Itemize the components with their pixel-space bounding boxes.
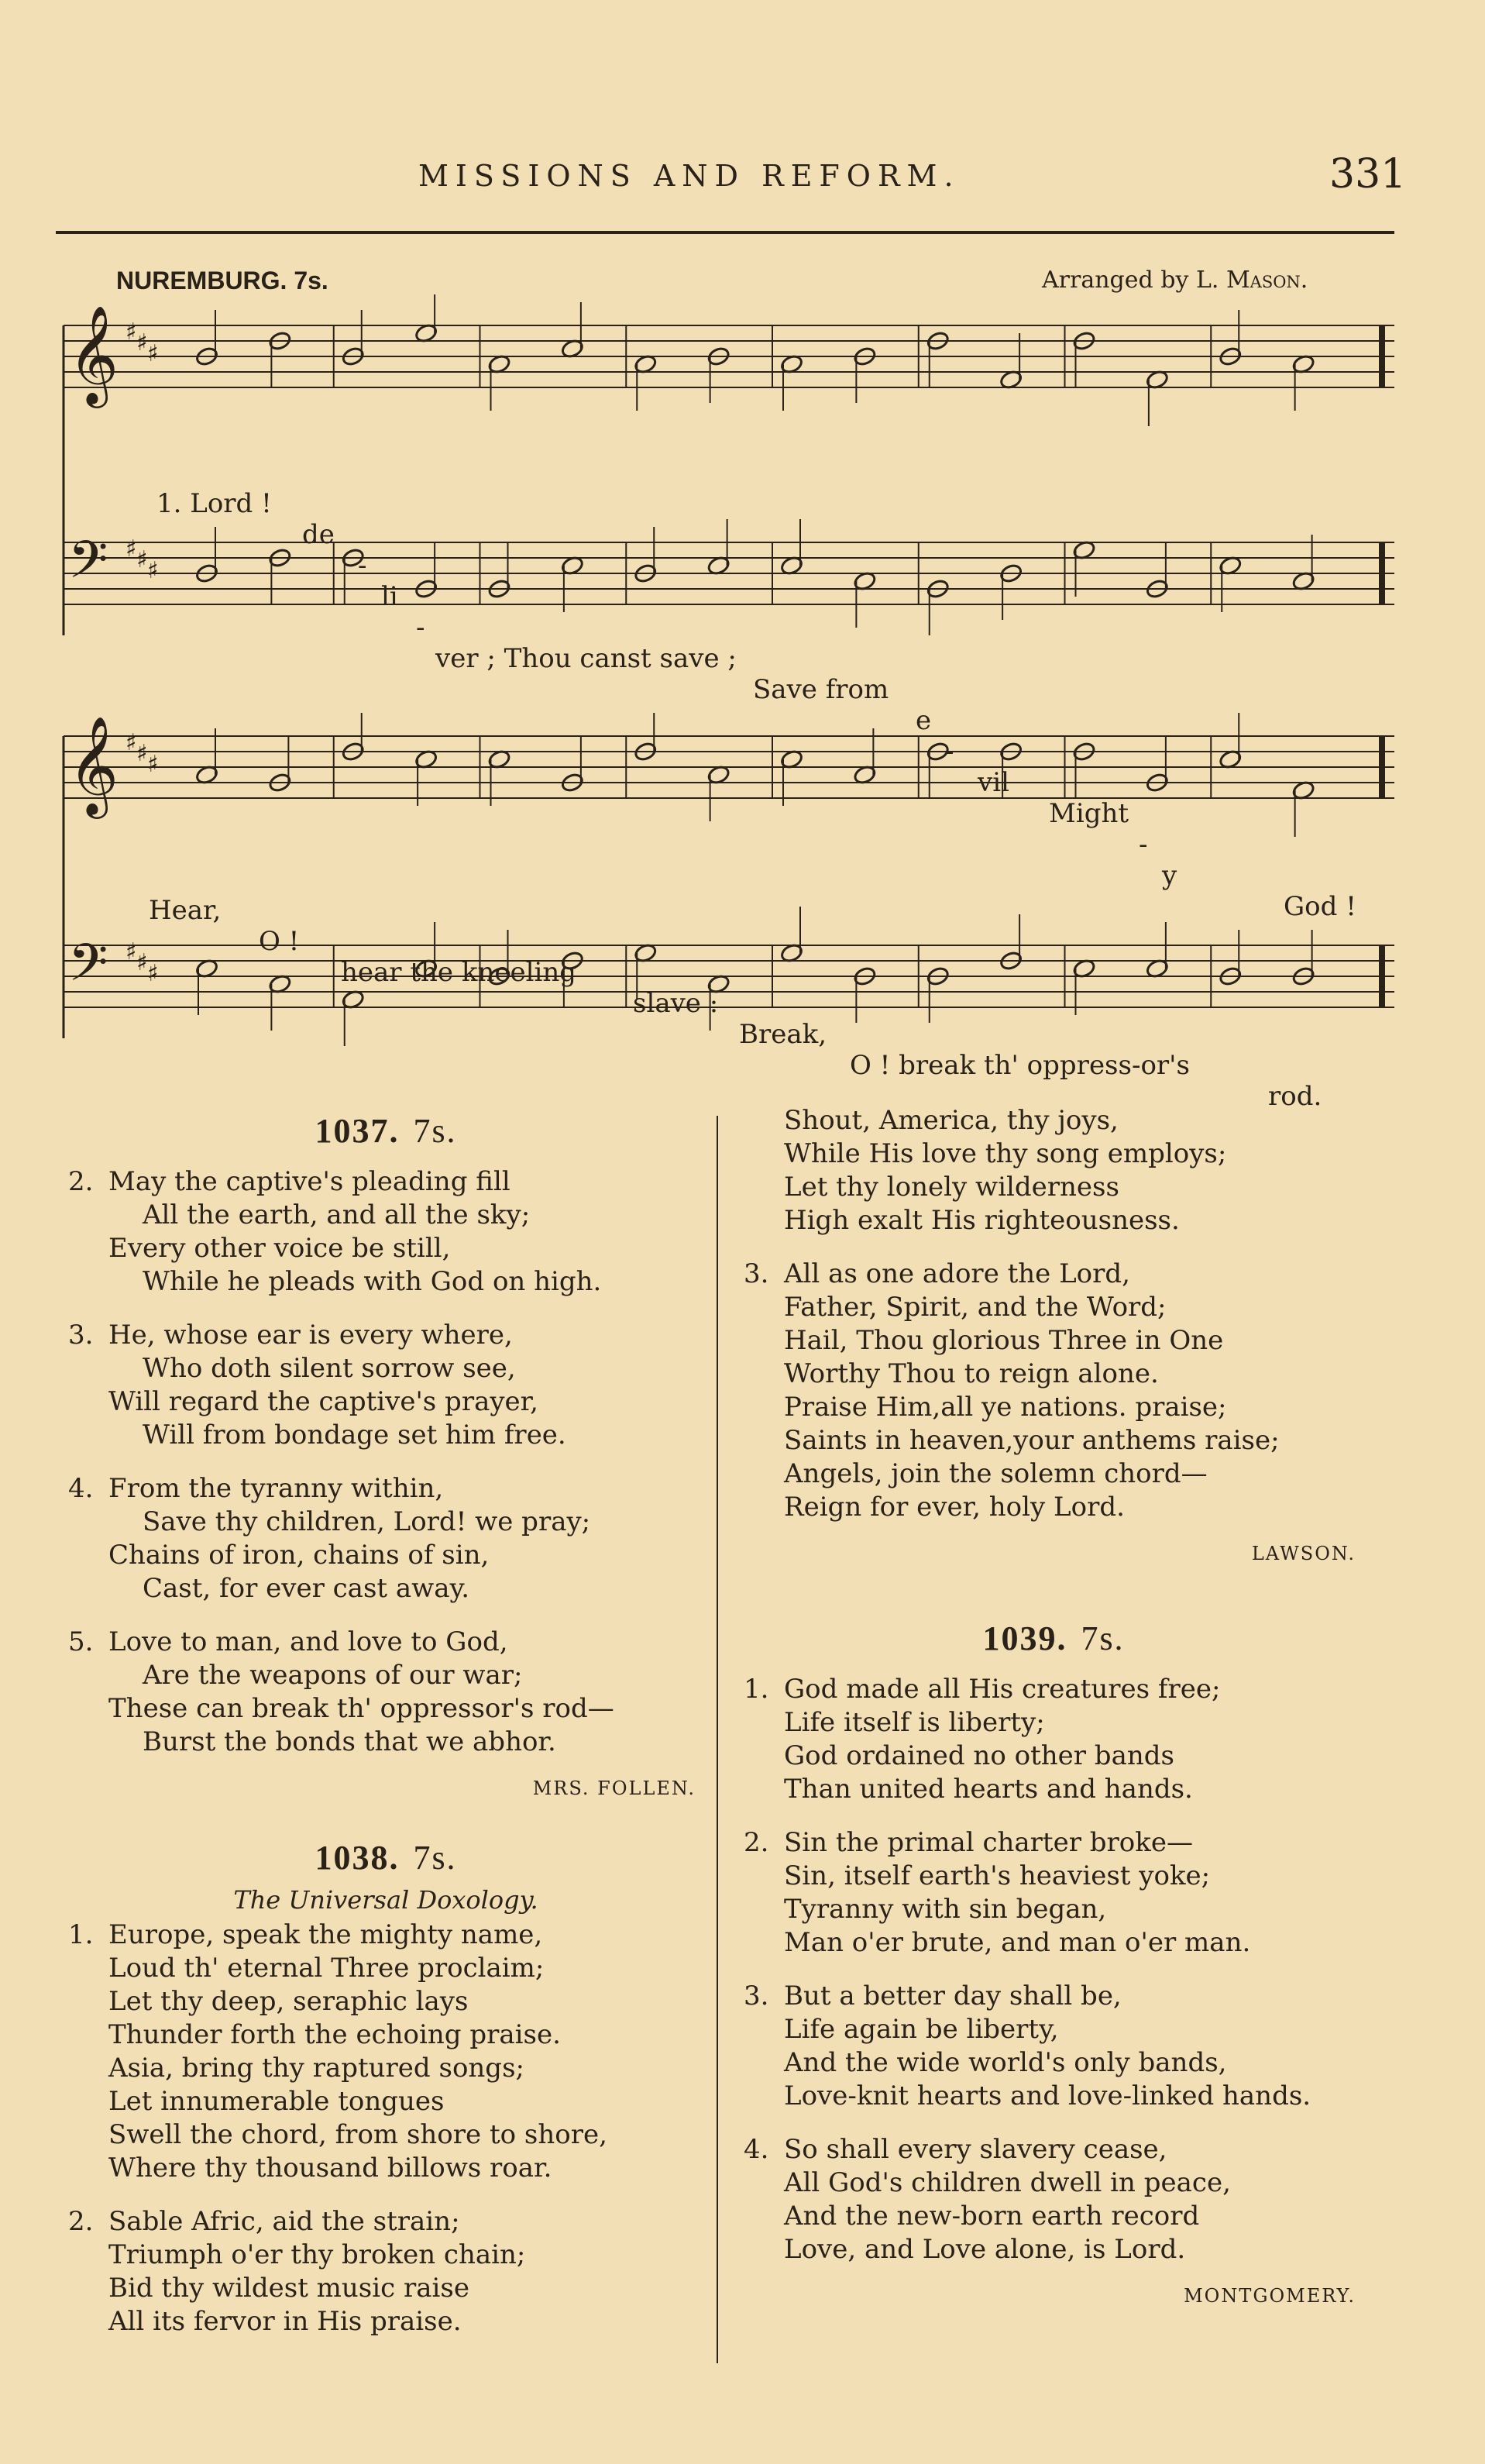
verse-line: Triumph o'er thy broken chain; [108, 2239, 526, 2270]
lyric-syllable: li [381, 581, 398, 612]
lyric-syllable: - [945, 736, 954, 767]
verse-line: Europe, speak the mighty name, [108, 1919, 543, 1950]
verse-line: Life itself is liberty; [784, 1707, 1045, 1738]
verse-line: Are the weapons of our war; [143, 1660, 523, 1691]
treble-clef-icon: 𝄞 [68, 715, 119, 814]
lyric-syllable: Break, [739, 1019, 827, 1050]
stanza-number: 2. [68, 2206, 94, 2237]
stanza-number: 1. [744, 1674, 769, 1705]
verse-line: And the wide world's only bands, [784, 2047, 1227, 2078]
stanza-number: 1. [68, 1919, 94, 1950]
sharp-icon: ♯ [147, 751, 159, 778]
verse-line: Love-knit hearts and love-linked hands. [784, 2080, 1311, 2111]
lyric-syllable: de [302, 519, 335, 550]
stanza-number: 4. [744, 2134, 769, 2165]
verse-line: Love to man, and love to God, [108, 1626, 508, 1657]
verse-line: Will from bondage set him free. [143, 1420, 566, 1451]
sharp-icon: ♯ [125, 729, 137, 756]
lyric-syllable: God ! [1284, 891, 1356, 922]
bass-clef-icon: 𝄢 [68, 530, 108, 602]
verse-line: Reign for ever, holy Lord. [784, 1492, 1125, 1523]
verse-line: Chains of iron, chains of sin, [108, 1540, 490, 1571]
verse-line: Sin, itself earth's heaviest yoke; [784, 1860, 1211, 1891]
verse-line: Save thy children, Lord! we pray; [143, 1506, 591, 1537]
page-number: 331 [1329, 151, 1407, 198]
verse-line: Let innumerable tongues [108, 2086, 445, 2117]
arranger-credit [1042, 267, 1308, 294]
hymn-heading-1037 [68, 1108, 703, 1155]
stanza-number: 2. [744, 1827, 769, 1858]
hymn-subtitle: The Universal Doxology. [233, 1885, 538, 1915]
verse-line: All its fervor in His praise. [108, 2306, 462, 2337]
verse-line: High exalt His righteousness. [784, 1205, 1180, 1236]
sharp-icon: ♯ [136, 740, 148, 767]
arranger-name: Mason. [1225, 267, 1308, 294]
lyric-syllable: O ! [259, 926, 300, 957]
stanza [68, 1165, 703, 1299]
column-divider [717, 1116, 718, 2363]
verse-line: Let thy deep, seraphic lays [108, 1986, 469, 2017]
verse-line: Bid thy wildest music raise [108, 2273, 469, 2304]
sharp-icon: ♯ [125, 938, 137, 965]
lyric-syllable: Might [1049, 798, 1129, 829]
verse-line: Hail, Thou glorious Three in One [784, 1325, 1224, 1356]
lyric-syllable: hear the kneeling [341, 957, 576, 988]
verse-line: Every other voice be still, [108, 1233, 451, 1264]
right-column [744, 1104, 1363, 2342]
stanza [68, 1626, 703, 1759]
stanza-number: 3. [744, 1980, 769, 2011]
verse-line: Tyranny with sin began, [784, 1894, 1107, 1925]
lyric-syllable: slave : [633, 988, 719, 1019]
stanza-number: 5. [68, 1626, 94, 1657]
verse-line: All as one adore the Lord, [784, 1258, 1130, 1289]
verse-line: Man o'er brute, and man o'er man. [784, 1927, 1251, 1958]
verse-line: All God's children dwell in peace, [784, 2167, 1231, 2198]
verse-line: And the new-born earth record [784, 2201, 1200, 2232]
verse-line: Let thy lonely wilderness [784, 1172, 1119, 1203]
verse-line: But a better day shall be, [784, 1980, 1122, 2011]
verse-line: All the earth, and all the sky; [143, 1199, 531, 1230]
stanza [68, 1319, 703, 1452]
verse-line: Father, Spirit, and the Word; [784, 1292, 1167, 1323]
verse-line: Than united hearts and hands. [784, 1774, 1193, 1805]
final-bar-line [1379, 736, 1385, 798]
lyrics-line-2 [56, 864, 1394, 1143]
verse-line: Thunder forth the echoing praise. [108, 2019, 561, 2050]
left-column [68, 1108, 703, 2359]
hymn-meter: 7s. [1081, 1619, 1125, 1657]
lyric-syllable: Save from [753, 674, 889, 705]
verse-line: While he pleads with God on high. [143, 1266, 602, 1297]
verse-line: Praise Him,all ye nations. praise; [784, 1392, 1227, 1423]
tune-name: NUREMBURG. 7s. [116, 267, 328, 294]
bass-clef-icon: 𝄢 [68, 933, 108, 1005]
verse-line: Sable Afric, aid the strain; [108, 2206, 460, 2237]
hymn-author: MRS. FOLLEN. [532, 1777, 696, 1799]
treble-clef-icon: 𝄞 [68, 305, 119, 404]
sharp-icon: ♯ [125, 535, 137, 563]
verse-line: Worthy Thou to reign alone. [784, 1358, 1159, 1389]
verse-line: Who doth silent sorrow see, [143, 1353, 516, 1384]
verse-line: So shall every slavery cease, [784, 2134, 1167, 2165]
verse-line: Swell the chord, from shore to shore, [108, 2119, 607, 2150]
sharp-icon: ♯ [136, 546, 148, 573]
verse-line: May the captive's pleading fill [108, 1166, 510, 1197]
sharp-icon: ♯ [147, 557, 159, 584]
lyric-syllable: vil [978, 767, 1009, 798]
stanza-number: 3. [68, 1320, 94, 1351]
hymn-author: LAWSON. [1251, 1543, 1356, 1564]
running-head: MISSIONS AND REFORM. [418, 159, 961, 193]
hymn-meter: 7s. [413, 1112, 457, 1150]
verse-line: While His love thy song employs; [784, 1138, 1227, 1169]
sharp-icon: ♯ [147, 960, 159, 987]
sharp-icon: ♯ [125, 318, 137, 346]
verse-line: These can break th' oppressor's rod— [108, 1693, 614, 1724]
arranger-prefix: Arranged by L. [1042, 267, 1226, 294]
verse-line: Life again be liberty, [784, 2014, 1059, 2045]
hymn-heading-1038 [68, 1835, 703, 1881]
lyric-syllable: e [916, 705, 932, 736]
verse-line: He, whose ear is every where, [108, 1320, 513, 1351]
verse-line: Cast, for ever cast away. [143, 1573, 470, 1604]
stanza-number: 2. [68, 1166, 94, 1197]
hymn-author: MONTGOMERY. [1184, 2285, 1356, 2307]
stanza [68, 2205, 703, 2338]
lyric-syllable: ver ; Thou canst save ; [435, 643, 737, 674]
verse-line: Loud th' eternal Three proclaim; [108, 1953, 545, 1984]
hymn-number: 1039. [982, 1619, 1067, 1657]
stanza [744, 1826, 1363, 1960]
sharp-icon: ♯ [136, 949, 148, 976]
hymn-heading-1039 [744, 1616, 1363, 1662]
lyric-syllable: - [416, 612, 425, 643]
header-rule [56, 231, 1394, 234]
stanza-continued [744, 1104, 1363, 1237]
stanza [68, 1919, 703, 2185]
hymn-number: 1037. [315, 1112, 400, 1150]
verse-line: From the tyranny within, [108, 1473, 444, 1504]
verse-line: Angels, join the solemn chord— [784, 1458, 1208, 1489]
lyric-syllable: rod. [1268, 1081, 1322, 1112]
sharp-icon: ♯ [147, 340, 159, 367]
lyric-syllable: y [1162, 860, 1177, 891]
verse-line: Shout, America, thy joys, [784, 1105, 1119, 1136]
verse-line: Burst the bonds that we abhor. [143, 1726, 556, 1757]
verse-line: Sin the primal charter broke— [784, 1827, 1193, 1858]
stanza [68, 1472, 703, 1605]
verse-line: Asia, bring thy raptured songs; [108, 2053, 524, 2084]
stanza [744, 1258, 1363, 1524]
lyric-syllable: - [358, 550, 367, 581]
verse-line: Saints in heaven,your anthems raise; [784, 1425, 1280, 1456]
stanza [744, 2133, 1363, 2266]
verse-line: Will regard the captive's prayer, [108, 1386, 538, 1417]
final-bar-line [1379, 325, 1385, 387]
music-system-2 [56, 713, 1394, 1112]
verse-line: Love, and Love alone, is Lord. [784, 2234, 1186, 2265]
lyric-syllable: - [1139, 829, 1148, 860]
lyric-syllable: 1. Lord ! [156, 488, 272, 519]
verse-line: God ordained no other bands [784, 1740, 1174, 1771]
lyric-syllable: Hear, [149, 895, 222, 926]
stanza-number: 3. [744, 1258, 769, 1289]
hymn-number: 1038. [315, 1839, 400, 1877]
stanza [744, 1980, 1363, 2113]
stanza-number: 4. [68, 1473, 94, 1504]
verse-line: Where thy thousand billows roar. [108, 2153, 552, 2184]
hymn-meter: 7s. [413, 1839, 457, 1877]
sharp-icon: ♯ [136, 329, 148, 356]
lyric-syllable: O ! break th' oppress-or's [850, 1050, 1190, 1081]
stanza [744, 1673, 1363, 1806]
verse-line: God made all His creatures free; [784, 1674, 1221, 1705]
